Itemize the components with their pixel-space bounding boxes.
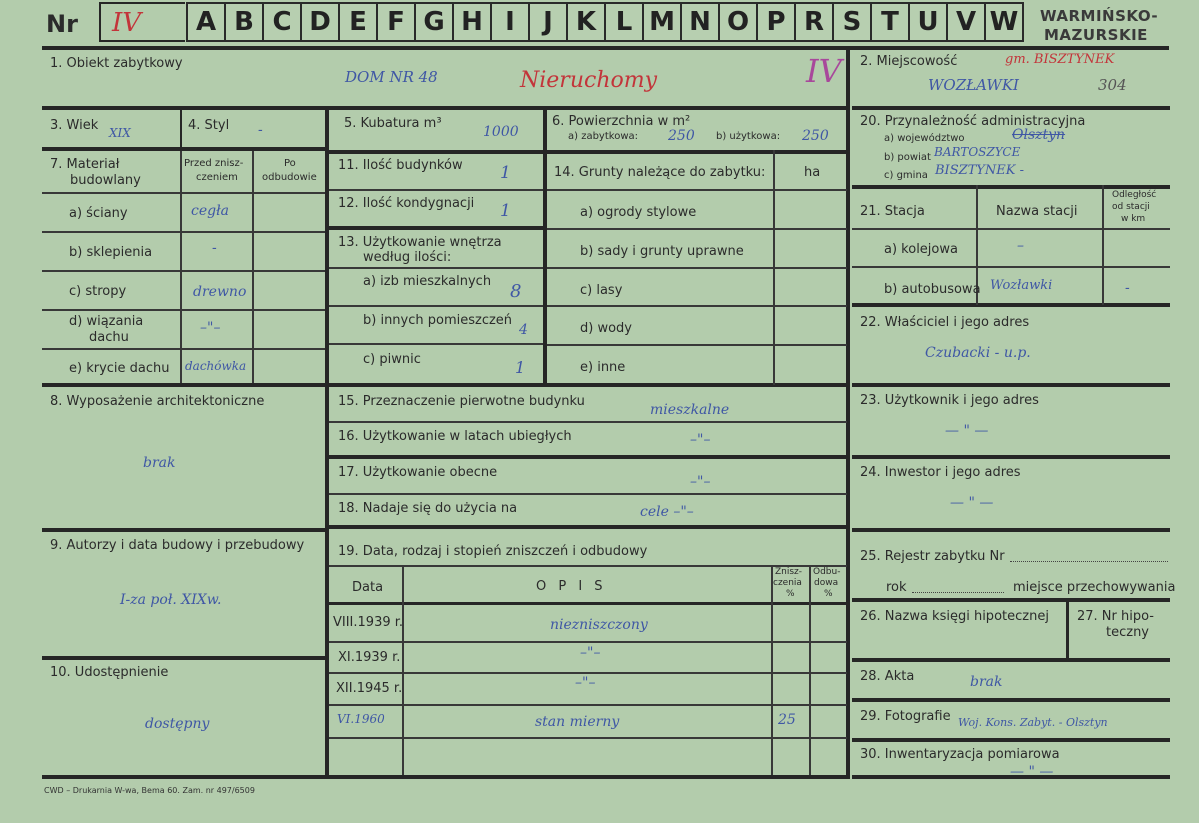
index-letter-c: C (262, 2, 302, 42)
f3-label: 3. Wiek (50, 118, 99, 133)
rule-after-f2 (852, 106, 1170, 110)
f11-rule (329, 189, 543, 191)
f23-label: 23. Użytkownik i jego adres (860, 393, 1039, 408)
f15-rule (329, 421, 847, 423)
f21-b-name: Wozławki (990, 278, 1053, 293)
index-letter-v: V (946, 2, 986, 42)
rule-after-f1 (42, 106, 848, 110)
index-letter-h: H (452, 2, 492, 42)
rule-after-f5 (329, 150, 543, 154)
f13-a-value: 8 (510, 281, 522, 302)
f19-row-date: VI.1960 (337, 712, 385, 726)
f20-a-label: a) województwo (884, 133, 965, 144)
f21-header-rule (852, 228, 1170, 230)
rule-after-f20 (852, 185, 1170, 189)
f16-rule (329, 455, 847, 459)
rule-after-f6 (547, 150, 847, 154)
index-letter-w: W (984, 2, 1024, 42)
f19-col-divider (771, 565, 773, 775)
nr-box-bottom (99, 40, 185, 42)
index-letter-g: G (414, 2, 454, 42)
f6-label: 6. Powierzchnia w m² (552, 114, 691, 129)
f14-rule (547, 228, 847, 230)
f2-value: WOZŁAWKI (928, 76, 1019, 94)
f14-label: 14. Grunty należące do zabytku: (554, 165, 766, 180)
f7-col-before: Przed znisz- (184, 158, 244, 169)
index-letter-t: T (870, 2, 910, 42)
f25-miejsce-label: miejsce przechowywania (1013, 580, 1176, 595)
f1-value-red: Nieruchomy (520, 68, 658, 93)
f2-label: 2. Miejscowość (860, 54, 958, 69)
f1-label: 1. Obiekt zabytkowy (50, 56, 183, 71)
f25-rok-label: rok (886, 580, 907, 595)
f30-label: 30. Inwentaryzacja pomiarowa (860, 747, 1060, 762)
f19-col-divider (809, 565, 811, 775)
f17-rule (329, 493, 847, 495)
f19-row-date: XI.1939 r. (338, 650, 401, 665)
f20-b-label: b) powiat (884, 152, 931, 163)
index-letter-r: R (794, 2, 834, 42)
f3-value: XIX (109, 126, 131, 140)
index-letter-o: O (718, 2, 758, 42)
f5-label: 5. Kubatura m³ (344, 116, 442, 131)
f29-label: 29. Fotografie (860, 709, 951, 724)
f7-row-label: e) krycie dachu (69, 361, 170, 376)
f27-label: 27. Nr hipo- (1077, 609, 1154, 624)
f22-value: Czubacki - u.p. (925, 345, 1031, 361)
f22-label: 22. Właściciel i jego adres (860, 315, 1030, 330)
f7-col-after-2: odbudowie (262, 172, 317, 183)
f19-label: 19. Data, rodzaj i stopień zniszczeń i odbudowy (338, 544, 648, 559)
f9-label: 9. Autorzy i data budowy i przebudowy (50, 538, 305, 553)
f7-row-value: drewno (193, 284, 247, 300)
f7-row-rule (42, 231, 325, 233)
f14-rule (547, 344, 847, 346)
rule-after-f18 (329, 525, 847, 529)
f4-label: 4. Styl (188, 118, 230, 133)
printer-footer: CWD – Drukarnia W-wa, Bema 60. Zam. nr 497/6509 (44, 786, 255, 795)
f13-rule (329, 267, 543, 269)
f19-col-divider (402, 565, 404, 775)
f7-row-rule (42, 270, 325, 272)
f7-row-label: d) wiązania (69, 314, 144, 329)
f27-label-2: teczny (1106, 625, 1149, 640)
f26-label: 26. Nazwa księgi hipotecznej (860, 609, 1049, 624)
f12-label: 12. Ilość kondygnacji (338, 196, 475, 211)
f18-value: cele –"– (640, 504, 694, 520)
f14-row: c) lasy (580, 283, 623, 298)
rule-after-f9 (42, 656, 325, 660)
f14-row: d) wody (580, 321, 632, 336)
f19-row-desc: niezniszczony (550, 617, 648, 633)
f1-mark: IV (806, 52, 842, 90)
f26-f27-divider (1066, 598, 1069, 660)
f19-row-rule (329, 672, 847, 674)
f7-row-value: –"– (200, 320, 221, 336)
rule-after-f3 (42, 147, 325, 151)
f7-header-rule (42, 192, 325, 194)
f21-b-label: b) autobusowa (884, 282, 981, 297)
f7-row-label: b) sklepienia (69, 245, 153, 260)
nr-box-top (99, 2, 185, 4)
f20-c-label: c) gmina (884, 170, 928, 181)
f19-header-rule (329, 602, 847, 605)
rule-after-f8 (42, 528, 325, 532)
index-letter-e: E (338, 2, 378, 42)
f19-row-rule (329, 704, 847, 706)
f28-value: brak (970, 674, 1003, 690)
f16-value: –"– (690, 432, 711, 448)
f21-row-rule (852, 266, 1170, 268)
f10-value: dostępny (145, 716, 210, 732)
f13-label-2: według ilości: (363, 250, 452, 265)
f19-col-date: Data (352, 580, 384, 595)
region-stamp-line1: WARMIŃSKO- (1040, 7, 1159, 25)
f10-label: 10. Udostępnienie (50, 665, 169, 680)
f21-b-dist: - (1125, 280, 1130, 296)
index-letter-f: F (376, 2, 416, 42)
f19-col-rebuild-2: dowa (814, 578, 839, 588)
f11-value: 1 (500, 163, 511, 183)
f25-rok-dotted-line (912, 592, 1004, 593)
rule-after-f25 (852, 598, 1170, 602)
index-letter-d: D (300, 2, 340, 42)
f7-col-after: Po (284, 158, 296, 169)
f6-a-label: a) zabytkowa: (568, 131, 638, 142)
index-letter-l: L (604, 2, 644, 42)
rule-after-f22 (852, 383, 1170, 387)
index-letter-a: A (186, 2, 226, 42)
f14-row: b) sady i grunty uprawne (580, 244, 744, 259)
divider-right-column (846, 46, 850, 779)
f4-value: - (258, 122, 263, 138)
f13-c-value: 1 (515, 358, 526, 377)
f19-col-desc: O P I S (536, 579, 607, 594)
f7-label: 7. Materiał (50, 157, 120, 172)
rule-after-f7 (42, 383, 848, 387)
f15-value: mieszkalne (650, 402, 730, 418)
f21-col-name: Nazwa stacji (996, 204, 1078, 219)
f20-c-value: BISZTYNEK - (935, 163, 1024, 178)
divider-left-column (325, 106, 329, 779)
f7-row-rule (42, 309, 325, 311)
f14-rule (547, 267, 847, 269)
f2-gmina: gm. BISZTYNEK (1005, 52, 1115, 67)
rule-bottom-left (42, 775, 848, 779)
f13-b-label: b) innych pomieszczeń (363, 313, 513, 328)
f19-col-destr: Znisz- (775, 567, 803, 577)
index-letter-s: S (832, 2, 872, 42)
f2-number: 304 (1098, 76, 1127, 94)
f15-label: 15. Przeznaczenie pierwotne budynku (338, 394, 585, 409)
f21-label: 21. Stacja (860, 204, 925, 219)
index-letter-n: N (680, 2, 720, 42)
nr-box-left (99, 2, 101, 42)
rule-after-f23 (852, 455, 1170, 459)
f19-row-rule (329, 641, 847, 643)
f21-col-dist: Odległość (1112, 190, 1157, 200)
index-letter-k: K (566, 2, 606, 42)
f7-row-value: - (212, 240, 217, 256)
f20-b-value: BARTOSZYCE (934, 145, 1021, 159)
f7-row-label: c) stropy (69, 284, 127, 299)
rule-after-f21 (852, 303, 1170, 307)
rule-after-f26 (852, 658, 1170, 662)
f6-b-value: 250 (802, 128, 829, 144)
f29-value: Woj. Kons. Zabyt. - Olsztyn (958, 716, 1108, 729)
f13-rule (329, 343, 543, 345)
f19-col-destr-3: % (786, 589, 795, 599)
f25-dotted-line (1010, 561, 1168, 562)
f16-label: 16. Użytkowanie w latach ubiegłych (338, 429, 572, 444)
f14-row: e) inne (580, 360, 626, 375)
f24-label: 24. Inwestor i jego adres (860, 465, 1021, 480)
f17-value: –"– (690, 474, 711, 490)
f18-label: 18. Nadaje się do użycia na (338, 501, 518, 516)
f9-value: I-za poł. XIXw. (120, 592, 222, 608)
f14-rule (547, 189, 847, 191)
f7-label-2: budowlany (70, 173, 141, 188)
f21-a-label: a) kolejowa (884, 242, 958, 257)
f19-row-rule (329, 737, 847, 739)
nr-label: Nr (46, 10, 78, 38)
f7-row-value: cegła (191, 203, 229, 219)
index-letter-m: M (642, 2, 682, 42)
f7-col-before-2: czeniem (196, 172, 238, 183)
f30-value: — " — (1010, 764, 1054, 780)
f23-value: — " — (945, 423, 989, 439)
index-letter-u: U (908, 2, 948, 42)
f11-label: 11. Ilość budynków (338, 158, 463, 173)
f14-rule (547, 305, 847, 307)
f13-a-label: a) izb mieszkalnych (363, 274, 492, 289)
f25-label: 25. Rejestr zabytku Nr (860, 549, 1005, 564)
f19-row-destr: 25 (778, 712, 796, 728)
rule-after-f29 (852, 738, 1170, 742)
f12-value: 1 (500, 201, 511, 221)
rule-top (42, 46, 1169, 50)
f7-row-label-2: dachu (89, 330, 129, 345)
f20-a-value: Olsztyn (1012, 127, 1066, 143)
f5-value: 1000 (483, 124, 519, 140)
f21-col-divider (1102, 185, 1104, 305)
f19-row-desc: –"– (575, 675, 596, 691)
f8-label: 8. Wyposażenie architektoniczne (50, 394, 265, 409)
divider-f3-f4 (180, 106, 182, 151)
index-letter-i: I (490, 2, 530, 42)
rule-after-f12 (329, 226, 543, 230)
region-stamp-line2: MAZURSKIE (1044, 26, 1148, 44)
index-letter-b: B (224, 2, 264, 42)
f13-b-value: 4 (519, 322, 528, 338)
f6-a-value: 250 (668, 128, 695, 144)
f14-unit: ha (804, 165, 821, 180)
f19-row-desc: stan mierny (535, 714, 620, 730)
nr-value: IV (112, 8, 142, 38)
f8-value: brak (143, 455, 176, 471)
f19-col-destr-2: czenia (773, 578, 802, 588)
rule-after-f28 (852, 698, 1170, 702)
f24-value: — " — (950, 495, 994, 511)
index-letter-p: P (756, 2, 796, 42)
f13-rule (329, 305, 543, 307)
f7-row-value: dachówka (185, 359, 247, 373)
f14-row: a) ogrody stylowe (580, 205, 697, 220)
f13-label: 13. Użytkowanie wnętrza (338, 235, 502, 250)
f21-col-dist-2: od stacji (1112, 202, 1150, 212)
f19-col-rebuild-3: % (824, 589, 833, 599)
f21-col-dist-3: w km (1121, 214, 1146, 224)
f7-row-rule (42, 348, 325, 350)
f19-row-desc: –"– (580, 645, 601, 661)
f6-b-label: b) użytkowa: (716, 131, 781, 142)
rule-after-f24 (852, 528, 1170, 532)
f19-col-rebuild: Odbu- (813, 567, 841, 577)
f17-label: 17. Użytkowanie obecne (338, 465, 498, 480)
f13-c-label: c) piwnic (363, 352, 421, 367)
f28-label: 28. Akta (860, 669, 915, 684)
f19-row-date: VIII.1939 r. (333, 615, 404, 630)
f20-label: 20. Przynależność administracyjna (860, 114, 1086, 129)
f19-rule (329, 565, 847, 567)
f7-row-label: a) ściany (69, 206, 128, 221)
f21-a-name: – (1017, 238, 1024, 254)
f19-row-date: XII.1945 r. (336, 681, 403, 696)
index-letter-j: J (528, 2, 568, 42)
f1-value: DOM NR 48 (345, 68, 438, 86)
